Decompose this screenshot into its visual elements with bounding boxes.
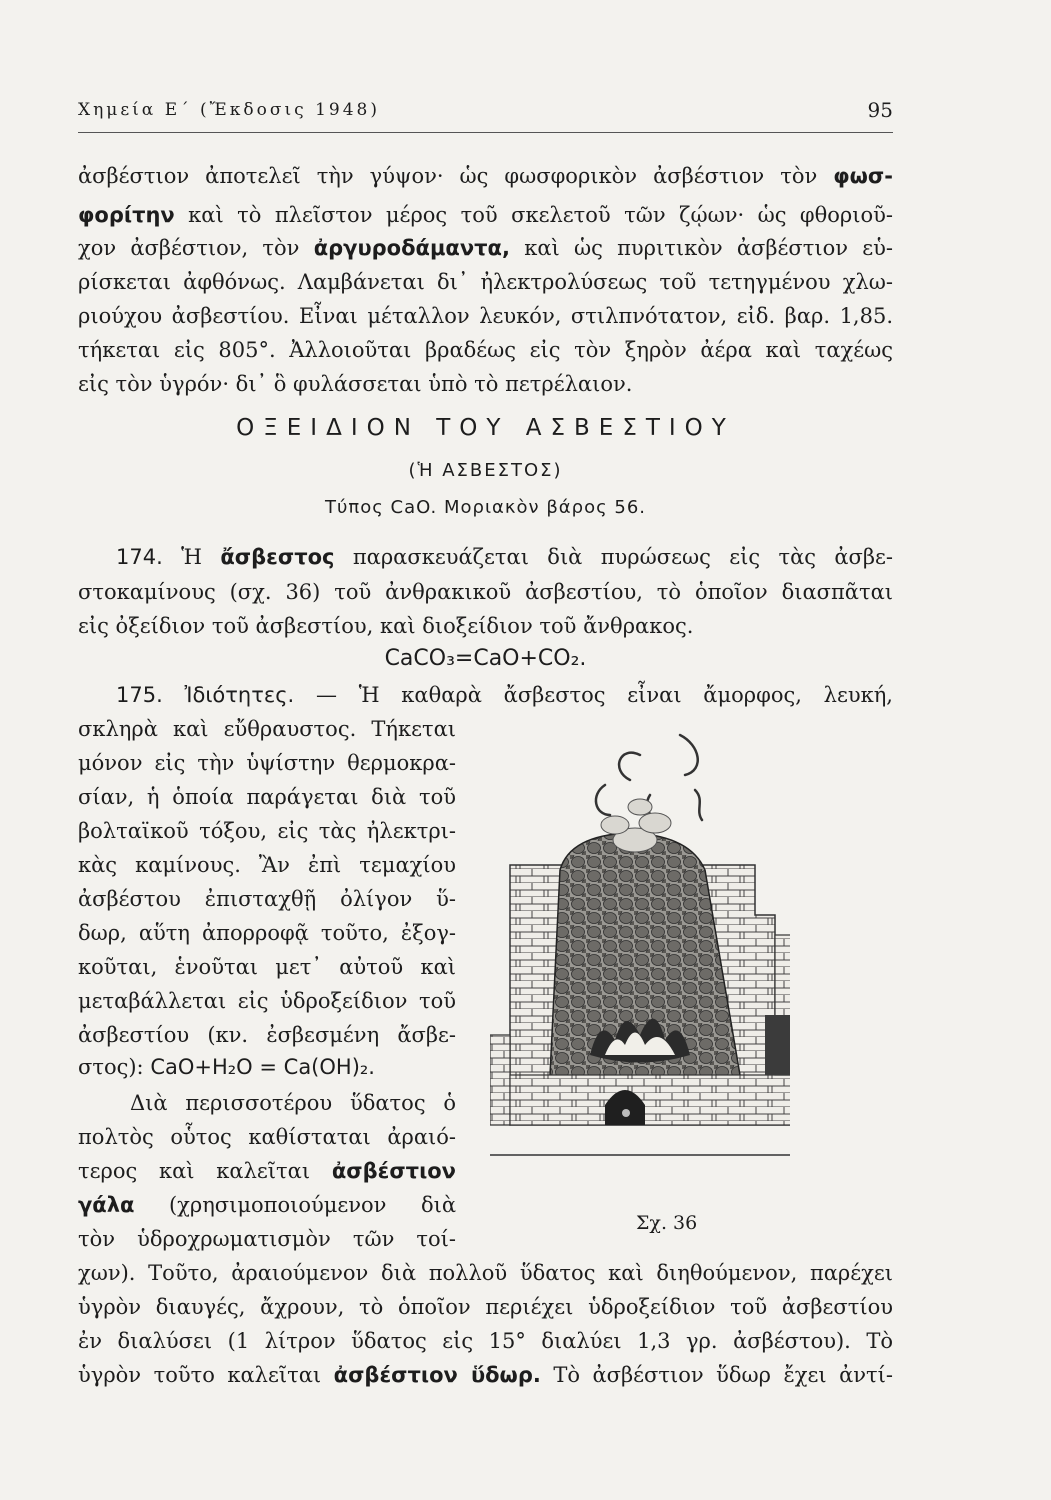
text-line: κὰς καμίνους. Ἂν ἐπὶ τεμαχίου	[78, 853, 456, 877]
text-line: στος): CaO+H₂O = Ca(OH)₂.	[78, 1055, 375, 1079]
text-line: 175. Ἰδιότητες. — Ἡ καθαρὰ ἄσβεστος εἶναι ἄμορφος, λευκή,	[116, 683, 893, 707]
text-line: ὑγρὸν διαυγές, ἄχρουν, τὸ ὁποῖον περιέχει ὑδροξείδιον τοῦ ἀσβεστίου	[78, 1295, 893, 1319]
text-line: χον ἀσβέστιον, τὸν ἀργυροδάμαντα, καὶ ὡς πυριτικὸν ἀσβέστιον εὑ-	[78, 236, 893, 260]
section-heading: ΟΞΕΙΔΙΟΝ ΤΟΥ ΑΣΒΕΣΤΙΟΥ	[236, 415, 735, 441]
text-line: σκληρὰ καὶ εὔθραυστος. Τήκεται	[78, 717, 456, 741]
text-line: δωρ, αὕτη ἀπορροφᾷ τοῦτο, ἐξογ-	[78, 921, 456, 945]
section-subheading: (Ἡ ΑΣΒΕΣΤΟΣ)	[408, 460, 563, 481]
section-formula-line: Τύπος CaO. Μοριακὸν βάρος 56.	[324, 497, 647, 518]
text-line: μόνον εἰς τὴν ὑψίστην θερμοκρα-	[78, 751, 456, 775]
text-line: χων). Τοῦτο, ἀραιούμενον διὰ πολλοῦ ὕδατος καὶ διηθούμενον, παρέχει	[78, 1261, 893, 1285]
running-header	[78, 96, 893, 133]
fire-glow	[622, 1109, 630, 1117]
text-line: μεταβάλλεται εἰς ὑδροξείδιον τοῦ	[78, 989, 456, 1013]
text-line: φορίτην καὶ τὸ πλεῖστον μέρος τοῦ σκελετοῦ τῶν ζῴων· ὡς φθοριοῦ-	[78, 203, 893, 227]
figure-caption: Σχ. 36	[636, 1212, 698, 1234]
equation: CaCO₃=CaO+CO₂.	[384, 646, 587, 671]
text-line: τὸν ὑδροχρωματισμὸν τῶν τοί-	[78, 1227, 456, 1251]
text-line: σίαν, ἡ ὁποία παράγεται διὰ τοῦ	[78, 785, 456, 809]
text-line: 174. Ἡ ἄσβεστος παρασκευάζεται διὰ πυρώσεως εἰς τὰς ἀσβε-	[116, 545, 894, 569]
text-line: ρίσκεται ἀφθόνως. Λαμβάνεται δι᾽ ἠλεκτρολύσεως τοῦ τετηγμένου χλω-	[78, 270, 893, 294]
text-line: ἀσβέστου ἐπισταχθῇ ὀλίγον ὕ-	[78, 887, 456, 911]
text-line: Διὰ περισσοτέρου ὕδατος ὁ	[130, 1091, 456, 1115]
text-line: ὑγρὸν τοῦτο καλεῖται ἀσβέστιον ὕδωρ. Τὸ ἀσβέστιον ὕδωρ ἔχει ἀντί-	[78, 1363, 893, 1387]
text-line: ἐν διαλύσει (1 λίτρον ὕδατος εἰς 15° διαλύει 1,3 γρ. ἀσβέστου). Τὸ	[78, 1329, 893, 1353]
text-line: στοκαμίνους (σχ. 36) τοῦ ἀνθρακικοῦ ἀσβεστίου, τὸ ὁποῖον διασπᾶται	[78, 580, 893, 604]
text-line: κοῦται, ἑνοῦται μετ᾽ αὐτοῦ καὶ	[78, 955, 456, 979]
text-line: πολτὸς οὗτος καθίσταται ἀραιό-	[78, 1125, 456, 1149]
book-title: Χημεία Ε΄ (Ἔκδοσις 1948)	[78, 100, 380, 120]
text-line: ριούχου ἀσβεστίου. Εἶναι μέταλλον λευκόν, στιλπνότατον, εἰδ. βαρ. 1,85.	[78, 304, 893, 328]
text-line: γάλα (χρησιμοποιούμενον διὰ	[78, 1193, 456, 1217]
text-line: τήκεται εἰς 805°. Ἀλλοιοῦται βραδέως εἰς τὸν ξηρὸν ἀέρα καὶ ταχέως	[78, 338, 893, 362]
text-line: ἀσβεστίου (κν. ἐσβεσμένη ἄσβε-	[78, 1023, 456, 1047]
text-line: εἰς τὸν ὑγρόν· δι᾽ ὃ φυλάσσεται ὑπὸ τὸ πετρέλαιον.	[78, 372, 633, 396]
page-number: 95	[867, 98, 893, 122]
kiln-base	[510, 1075, 790, 1125]
text-line: εἰς ὀξείδιον τοῦ ἀσβεστίου, καὶ διοξείδιον τοῦ ἄνθρακος.	[78, 614, 694, 638]
text-line: βολταϊκοῦ τόξου, εἰς τὰς ἠλεκτρι-	[78, 819, 456, 843]
lime-kiln-illustration	[490, 715, 790, 1185]
text-line: ἀσβέστιον ἀποτελεῖ τὴν γύψον· ὡς φωσφορικὸν ἀσβέστιον τὸν φωσ-	[78, 164, 893, 188]
text-line: τερος καὶ καλεῖται ἀσβέστιον	[78, 1159, 456, 1183]
subsection-title: Ἰδιότητες.	[184, 683, 295, 707]
